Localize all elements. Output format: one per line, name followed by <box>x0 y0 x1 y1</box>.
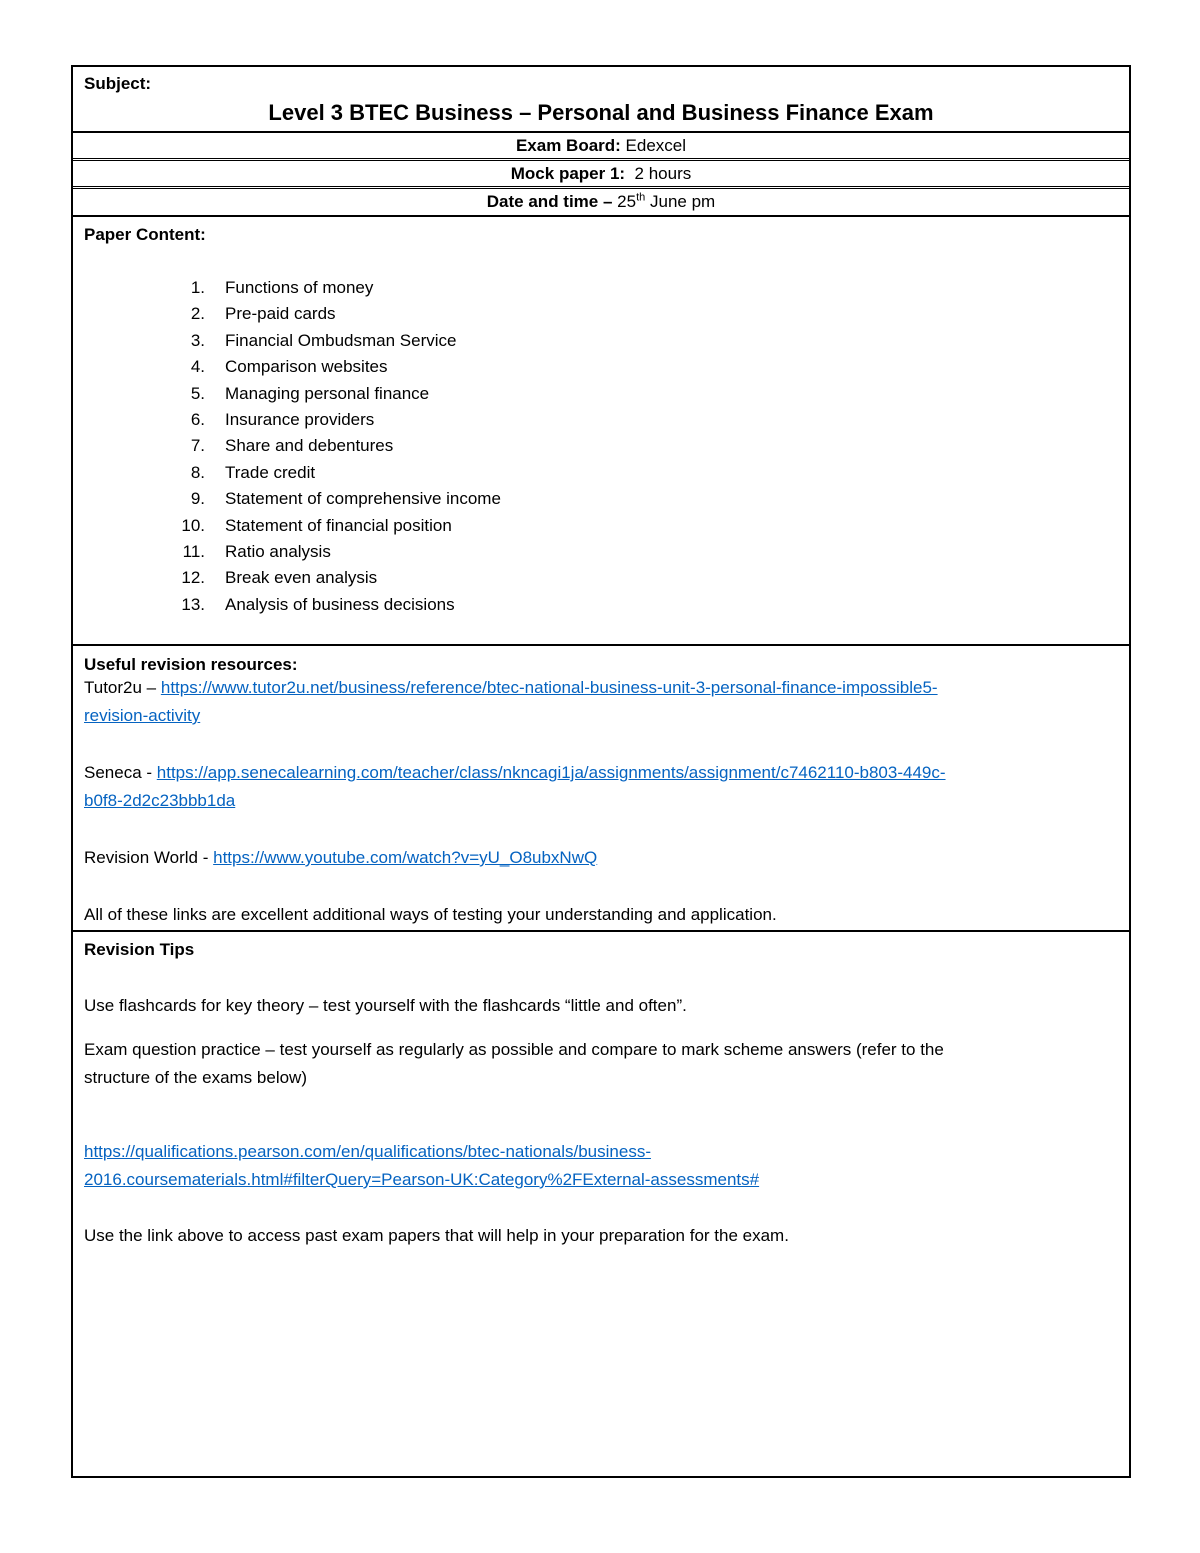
list-item <box>153 275 501 301</box>
list-item-text: Analysis of business decisions <box>225 594 455 614</box>
exam-board-value: Edexcel <box>620 135 687 155</box>
list-item <box>153 301 501 327</box>
list-item <box>153 381 501 407</box>
mock-paper-row <box>73 161 1129 189</box>
revision-tips-row <box>73 932 1129 1476</box>
paper-content-label: Paper Content: <box>84 225 206 244</box>
list-item-text: Share and debentures <box>225 436 394 456</box>
list-item <box>153 460 501 486</box>
list-item-number: 6. <box>190 409 205 429</box>
list-item-number: 2. <box>190 304 205 324</box>
date-suffix: th <box>636 191 646 204</box>
subject-row <box>73 67 1129 133</box>
list-item-number: 4. <box>190 357 205 377</box>
subject-label: Subject: <box>84 74 152 93</box>
list-item-text: Statement of comprehensive income <box>225 489 501 509</box>
mock-paper-duration: 2 hours <box>625 163 692 183</box>
list-item-text: Insurance providers <box>225 409 375 429</box>
exam-board-row <box>73 133 1129 161</box>
resources-heading: Useful revision resources: <box>84 655 298 674</box>
list-item-number: 13. <box>181 594 205 614</box>
list-item-number: 3. <box>190 330 205 350</box>
list-item-number: 9. <box>190 489 205 509</box>
tutor2u-link[interactable]: https://www.tutor2u.net/business/reference/btec-national-business-unit-3-personal-finance-impossible5- <box>160 678 938 697</box>
date-time-row <box>73 189 1129 217</box>
list-item <box>153 354 501 380</box>
flashcards-tip: Use flashcards for key theory – test yourself with the flashcards “little and often”. <box>84 996 687 1015</box>
date-day: 25 <box>612 192 637 211</box>
seneca-link[interactable]: https://app.senecalearning.com/teacher/class/nkncagi1ja/assignments/assignment/c7462110-b803-449c- <box>156 763 946 782</box>
list-item-text: Break even analysis <box>225 568 378 588</box>
tutor2u-resource <box>84 674 1118 730</box>
document-title: Level 3 BTEC Business – Personal and Business Finance Exam <box>268 100 934 125</box>
list-item-text: Functions of money <box>225 278 374 297</box>
topic-list <box>153 275 501 618</box>
resources-note: All of these links are excellent additional ways of testing your understanding and application. <box>84 905 777 924</box>
closing-tip: Use the link above to access past exam papers that will help in your preparation for the exam. <box>84 1226 789 1245</box>
exam-board-label: Exam Board: <box>515 135 621 155</box>
list-item <box>153 328 501 354</box>
paper-content-row <box>73 217 1129 646</box>
list-item-number: 12. <box>181 568 205 588</box>
revision-world-label: Revision World - <box>84 848 214 867</box>
exam-practice-tip <box>84 1036 1109 1092</box>
tutor2u-link-continued[interactable]: revision-activity <box>84 706 201 725</box>
revision-world-resource <box>84 844 1118 872</box>
list-item-text: Comparison websites <box>225 357 388 377</box>
mock-paper-label: Mock paper 1: <box>510 163 626 183</box>
revision-resources-row <box>73 646 1129 932</box>
list-item-number: 8. <box>190 462 205 482</box>
list-item-text: Managing personal finance <box>225 383 430 403</box>
revision-world-link[interactable]: https://www.youtube.com/watch?v=yU_O8ubxNwQ <box>213 848 598 867</box>
seneca-label: Seneca - <box>84 763 157 782</box>
exam-practice-line-2: structure of the exams below) <box>84 1068 307 1087</box>
list-item <box>153 513 501 539</box>
list-item <box>153 433 501 459</box>
list-item <box>153 486 501 512</box>
revision-tips-heading: Revision Tips <box>84 940 195 959</box>
pearson-link[interactable]: https://qualifications.pearson.com/en/qualifications/btec-nationals/business- <box>84 1142 651 1161</box>
tutor2u-label: Tutor2u – <box>84 678 161 697</box>
list-item-text: Trade credit <box>225 462 316 482</box>
pearson-link-continued[interactable]: 2016.coursematerials.html#filterQuery=Pearson-UK:Category%2FExternal-assessments# <box>84 1170 760 1189</box>
list-item-number: 1. <box>190 278 205 297</box>
revision-tips-label <box>84 936 1109 964</box>
date-time-label: Date and time – <box>486 192 613 211</box>
list-item-text: Pre-paid cards <box>225 304 336 324</box>
list-item-text: Statement of financial position <box>225 515 452 535</box>
list-item <box>153 407 501 433</box>
list-item-number: 11. <box>182 541 205 561</box>
list-item <box>153 539 501 565</box>
pearson-past-papers-link-block <box>84 1138 1109 1194</box>
exam-practice-line-1: Exam question practice – test yourself as regularly as possible and compare to mark scheme answers (refer to the <box>84 1040 944 1059</box>
seneca-resource <box>84 759 1118 815</box>
date-rest: June pm <box>645 192 716 211</box>
seneca-link-continued[interactable]: b0f8-2d2c23bbb1da <box>84 791 236 810</box>
list-item <box>153 565 501 591</box>
exam-info-table <box>71 65 1131 1478</box>
list-item-number: 10. <box>181 515 205 535</box>
list-item <box>153 592 501 618</box>
list-item-number: 5. <box>190 383 205 403</box>
list-item-text: Ratio analysis <box>225 541 331 561</box>
list-item-text: Financial Ombudsman Service <box>225 330 457 350</box>
list-item-number: 7. <box>190 436 205 456</box>
